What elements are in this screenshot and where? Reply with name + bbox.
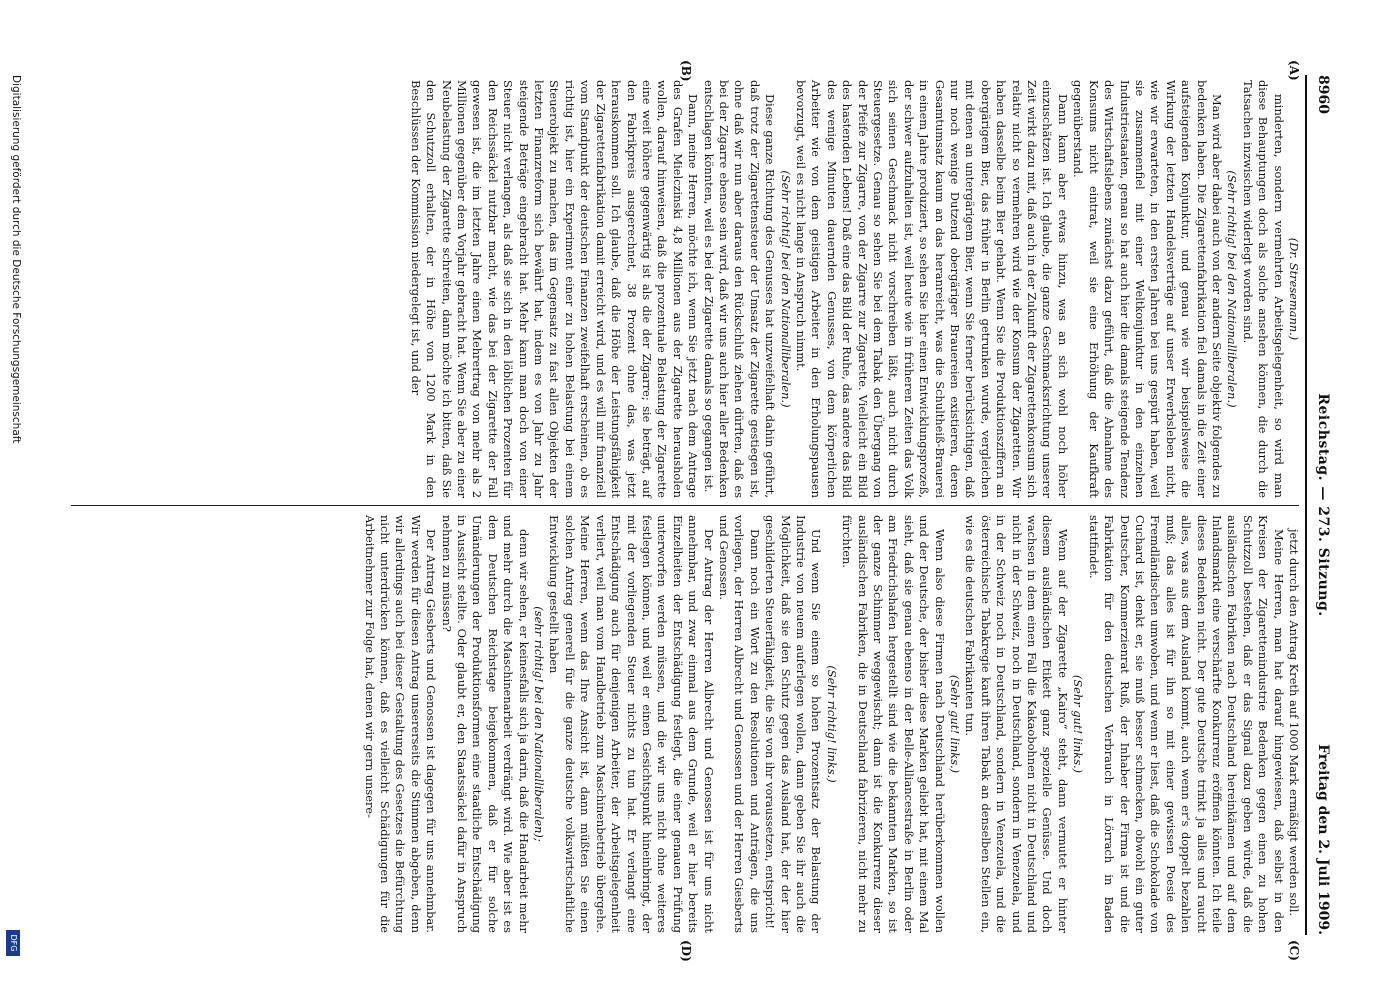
- text-column-right: [361, 515, 1301, 933]
- paragraph: Dann kann aber etwas hinzu, was an sich wohl noch höher einzuschätzen ist. Ich glaube, die ganze Geschmacksrichtung unserer Zeit wirkt dazu mit, daß auch in der Zukunft der Zigarettenkonsum sich relativ nicht so vermehren wird wie der Konsum der Zigaretten. Wir haben dasselbe beim Bier gehabt. Wenn Sie die Produktionsziffern an obergärigem Bier, das früher in Berlin getrunken wurde, vergleichen mit denen an untergärigem Bier, wenn Sie ferner berücksichtigen, daß nur noch wenige Dutzend obergäriger Brauereien existieren, deren Gesamtumsatz kaum an das heranreicht, was die Schultheiß-Brauerei in einem Jahre produziert, so sehen Sie hier einen Entwicklungsprozeß, der schwer aufzuhalten ist, weil heute wie in früheren Zeiten das Volk sich seinen Geschmack nicht vorschreiben läßt, auch nicht durch Steuergesetze. Genau so sehen Sie bei dem Tabak den Übergang von der Pfeife zur Zigarre, von der Zigarre zur Zigarette. Vielleicht ein Bild des hastenden Lebens! Daß eine das Bild der Ruhe, das andere das Bild des wenige Minuten dauernden Genusses, von dem körperlichen Arbeiter wie von dem geistigen Arbeiter in den Erholungspausen bevorzugt, weil es nicht lange in Anspruch nimmt.: [794, 80, 1070, 498]
- page-header: [1309, 75, 1335, 935]
- interjection: (Sehr richtig! bei den Nationalliberalen.): [778, 170, 793, 408]
- interjection: (sehr richtig! bei den Nationalliberalen);: [532, 606, 547, 842]
- paragraph: Dann noch ein Wort zu den Resolutionen und Anträgen, die uns vorliegen, der Herren Albrecht und Genossen und der Herren Giesberts und Genossen.: [716, 515, 762, 933]
- interjection: (Sehr richtig! bei den Nationalliberalen.): [1225, 170, 1240, 408]
- paragraph: Der Antrag der Herren Albrecht und Genossen ist für uns nicht annehmbar, und zwar einmal aus dem Grunde, weil er hier bereits Einzelheiten der Entschädigung festlegt, die einer genauen Prüfung unterworfen werden müssen, und die wir uns nicht ohne weiteres festlegen können, und weil er einen Gesichtspunkt hineinbringt, der mit der vorliegenden Steuer nichts zu tun hat. Er verlangt eine Entschädigung auch für denjenigen Arbeiter, der Arbeitsgelegenheit verliert, weil man vom Handbetrieb zum Maschinenbetrieb übergehe. Meine Herren, wenn das Ihre Ansicht ist, dann müßten Sie einen solchen Antrag generell für die ganze deutsche volkswirtschaftliche Entwicklung gestellt haben: [547, 515, 716, 933]
- paragraph: Meine Herren, man hat darauf hingewiesen, daß selbst in den Kreisen der Zigarettenindustrie Bedenken gegen einen zu hohen Schutzzoll bestehen, daß er das Signal dazu geben würde, daß die ausländischen Fabriken nach Deutschland hereinkämen und auf dem Inlandsmarkt eine verschärfte Konkurrenz eröffnen könnten. Ich teile dieses Bedenken nicht. Der gute Deutsche trinkt ja alles und raucht alles, was aus dem Ausland kommt, auch wenn er's doppelt bezahlen muß; das alles ist für ihn so mit einer gewissen Poesie des Fremdländischen umwoben, und wenn er liest, daß die Schokolade von Cuchard ist, denkt er, sie muß besser schmecken, obwohl ein guter Deutscher, Kommerzienrat Ruß, der Inhaber der Firma ist und die Fabrikation für den deutschen Verbrauch in Lörrach in Baden stattfindet.: [1086, 515, 1286, 933]
- dfg-logo: DFG: [6, 930, 20, 956]
- margin-mark-d: (D): [679, 940, 693, 962]
- interjection: (Sehr richtig! links.): [824, 665, 839, 783]
- paragraph: Und wenn Sie einem so hohen Prozentsatz der Belastung der Industrie von neuem auferlegen wollen, dann geben Sie ihr auch die Möglichkeit, daß sie den Schutz gegen das Ausland hat, der der hier geschilderten Steuerfähigkeit, die Sie von ihr voraussetzen, entspricht!: [763, 515, 824, 933]
- paragraph: Der Antrag Giesberts und Genossen ist dagegen für uns annehmbar. Wir werden für diesen Antrag unsererseits die Stimmen abgeben, denn wir allerdings auch bei dieser Gestaltung des Gesetzes die Befürchtung nicht unterdrücken können, daß es vielleicht Schädigungen für die Arbeitnehmer zur Folge hat, denen wir gern unsere-: [362, 515, 439, 933]
- page-title: Reichstag. — 273. Sitzung.: [1315, 393, 1331, 617]
- interjection: (Dr. Stresemann.): [1287, 237, 1301, 341]
- paragraph: Man wird aber dabei auch von der andern Seite objektiv folgendes zu bedenken haben. Die Zigarettenfabrikation fiel damals in die Zeit einer aufsteigenden Konjunktur, und genau wie wir beispielsweise die Wirkung der letzten Handelsverträge auf unser Erwerbsleben nicht, wie wir erwarteten, in den ersten Jahren bei uns gespürt haben, weil sie zusammenfiel mit einer Weltkonjunktur in den einzelnen Industriestaaten, genau so hat auch hier die damals steigende Tendenz des Wirtschaftslebens zunächst dazu geführt, daß die Abnahme des Konsums nicht eintrat, weil sie eine Erhöhung der Kaufkraft gegenüberstand.: [1071, 80, 1224, 498]
- page-date: Freitag den 2. Juli 1909.: [1315, 744, 1331, 935]
- header-rule: [1305, 75, 1307, 935]
- interjection: (Sehr gut! links.): [1071, 674, 1086, 774]
- interjection: (Sehr gut! links.): [948, 674, 963, 774]
- margin-mark-a: (A): [1287, 60, 1301, 81]
- text-column-left: [407, 80, 1301, 498]
- paragraph: jetzt durch den Antrag Kreth auf 1000 Mark ermäßigt werden soll.: [1287, 529, 1301, 917]
- paragraph: Dann, meine Herren, möchte ich, wenn Sie jetzt nach dem Antrage des Grafen Mielczinski 4,8 Millionen aus der Zigarette herausholen wollen, darauf hinweisen, daß die prozentuale Belastung der Zigarette eine weit höhere gegenwärtig ist als die der Zigarre; sie beträgt, auf den Fabrikpreis ausgerechnet, 38 Prozent ohne das, was jetzt herauskommen soll. Ich glaube, daß die Höhe der Leistungsfähigkeit der Zigarettenfabrikation damit erreicht wird, und es will mir finanziell vom Standpunkt der deutschen Finanzen zweifelhaft erscheinen, ob es richtig ist, hier ein Experiment einer zu hohen Belastung bei einem Steuerobjekt zu machen, das im Gegensatz zu fast allen Objekten der letzten Finanzreform sich bewährt hat, indem es von Jahr zu Jahr steigende Beträge eingebracht hat. Mehr kann man doch von einer Steuer nicht verlangen, als daß sie sich in den löblichen Prozenten für den Reichssäckel nutzbar macht, wie das bei der Zigarette der Fall gewesen ist, die im letzten Jahre einen Mehrertrag von mehr als 2 Millionen gegenüber dem Vorjahr gebracht hat. Wenn Sie aber zu einer Neubelastung der Zigarette schreiten, dann möchte ich bitten, daß Sie den Schutzzoll erhalten, der in Höhe von 1200 Mark in den Beschlüssen der Kommission niedergelegt ist, und der: [408, 80, 701, 498]
- margin-mark-c: (C): [1287, 940, 1301, 961]
- digitization-credit: Digitalisierung gefördert durch die Deutsche Forschungsgemeinschaft: [10, 75, 22, 444]
- paragraph: Wenn auf der Zigarette „Kairo“ steht, dann vermutet er hinter diesem ausländischen Etikett ganz spezielle Genüsse. Und doch wachsen in dem einen Fall die Kakaobohnen nicht in Deutschland und nicht in der Schweiz, noch in Deutschland, sondern in Venezuela, und in der Schweiz noch in Deutschland, sondern in Venezuela, und die österreichische Tabakregie kauft ihren Tabak an denselben Stellen ein, wie es die deutschen Fabrikanten tun.: [963, 515, 1070, 933]
- paragraph: denn wir sehen, er keinesfalls sich ja darin, daß die Handarbeit mehr und mehr durch die Maschinenarbeit verdrängt wird. Wie aber ist es dem Deutschen Reichstage beigekommen, daß er für solche Umänderungen der Produktionsformen eine staatliche Entschädigung in Aussicht stellte. Oder glaubt er, den Staatssäckel dafür in Anspruch nehmen zu müssen?: [439, 515, 531, 933]
- column-divider: [71, 505, 1299, 506]
- paragraph: Diese ganze Richtung des Genusses hat unzweifelhaft dahin geführt, daß trotz der Zigarettensteuer der Umsatz der Zigarette gestiegen ist, ohne daß wir nun aber daraus den Rückschluß ziehen dürften, daß es bei der Zigarre ebenso sein wird, daß wir uns auch hier aller Bedenken entschlagen könnten, weil es bei der Zigarette damals so gegangen ist.: [701, 80, 778, 498]
- page-number: 8960: [1315, 75, 1331, 114]
- margin-mark-b: (B): [679, 60, 693, 82]
- paragraph: minderten, sondern vermehrten Arbeitsgelegenheit, so wird man diese Behauptungen doch als solche ansehen können, die durch die Tatsachen inzwischen widerlegt worden sind.: [1240, 80, 1286, 498]
- paragraph: Wenn also diese Firmen nach Deutschland herüberkommen wollen und der Deutsche, der bisher diese Marken geliebt hat, mit einem Mal sieht, daß sie genau ebenso in der Belle-Alliancestraße in Berlin oder am Friedrichshafen hergestellt sind wie die bekannten Marken, so ist der ganze Schimmer weggewischt; dann ist die Konkurrenz dieser ausländischen Fabriken, die in Deutschland fabrizieren, nicht mehr zu fürchten.: [840, 515, 947, 933]
